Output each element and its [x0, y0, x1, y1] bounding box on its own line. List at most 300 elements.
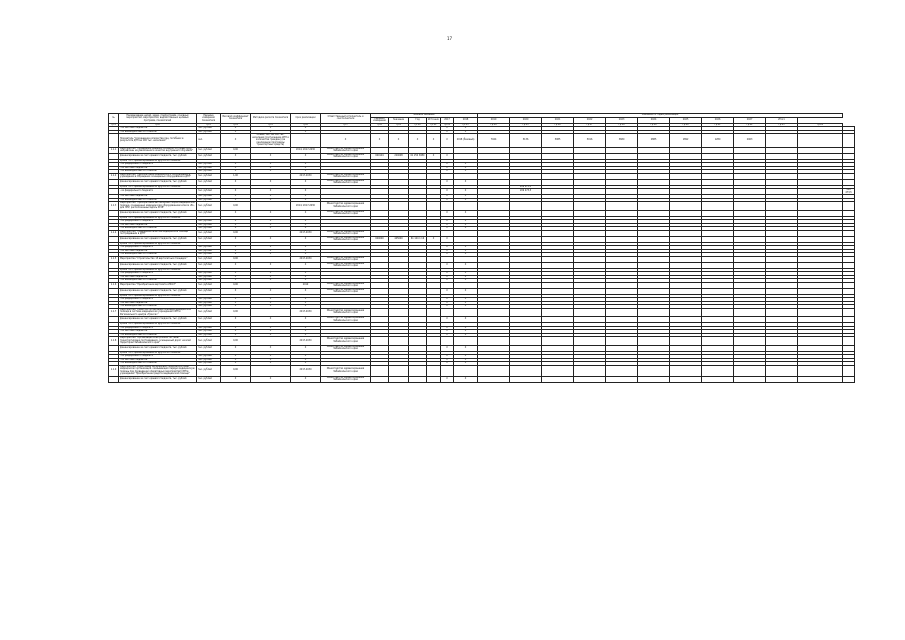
cell-method: X	[251, 272, 291, 276]
cell-method: X	[251, 275, 291, 279]
cell-year-value	[766, 134, 798, 148]
table-row	[109, 202, 855, 211]
cell-period: X	[291, 376, 321, 382]
cell-name: - из внебюджетных источников	[119, 130, 197, 134]
cell-b4	[427, 337, 441, 346]
cell-y2017: X	[441, 298, 454, 302]
cell-year-value	[638, 202, 670, 211]
cell-name: Показатель "Сокращение количества лиц, погибших в результате ДТП на 100 тыс. населения"	[119, 134, 197, 148]
cell-coef: X	[221, 195, 251, 199]
cell-unit: тыс. рублей	[197, 163, 221, 167]
cell-period: X	[291, 170, 321, 174]
cell-y2018: X	[454, 275, 478, 279]
cell-exec: X	[321, 134, 371, 148]
col-year-header: 2024	[638, 117, 670, 123]
cell-unit: тыс. рублей	[197, 170, 221, 174]
cell-name: Мероприятие "Приобретение вертолета АНСАТ"	[119, 282, 197, 288]
cell-name: Мероприятие "Укрепление материально-технической базы медицинских организаций, оказывающих первую медицинскую помощь при проведении оперативных мероприятий СМП в учреждения" Приобретение средств медицинской помощи"	[120, 365, 195, 375]
table-row	[109, 308, 855, 317]
index-cell: гр.3	[197, 123, 221, 127]
cell-year-value	[574, 202, 606, 211]
index-cell: гр.16	[542, 123, 574, 127]
table-row	[109, 376, 855, 382]
cell-method: X	[251, 279, 291, 283]
cell-coef: X	[221, 220, 251, 224]
cell-unit: тыс. рублей	[197, 173, 221, 179]
cell-y2018: X	[454, 166, 478, 170]
cell-method: X	[251, 288, 291, 294]
cell-year-value	[702, 365, 734, 376]
index-cell: гр.15	[510, 123, 542, 127]
cell-coef: X	[221, 358, 251, 362]
cell-name: - из федерального бюджета	[119, 220, 197, 224]
cell-name: Мероприятие "Развитие организации оказания медицинской помощи в системе медицинских учреждений СМП и Регионального центра «Трасса»"	[119, 308, 197, 317]
cell-year-value	[638, 337, 670, 346]
cell-exec: Министерство здравоохранения Забайкальского края	[321, 147, 371, 153]
col-year-header: 2021	[542, 117, 574, 123]
cell-y2018: X	[454, 249, 478, 253]
cell-name: кроме того, финансирование из других источников:	[119, 351, 197, 355]
cell-year-value	[510, 365, 542, 376]
cell-name: - из федерального бюджета	[119, 189, 197, 195]
cell-period: X	[291, 227, 321, 231]
cell-name: - из внебюджетных источников	[119, 305, 197, 309]
cell-y2018: X	[454, 195, 478, 199]
cell-name: кроме того, финансирование из других источников:	[119, 242, 197, 246]
index-cell: гр.10	[409, 123, 427, 127]
cell-coef: X	[221, 301, 251, 305]
cell-name: Мероприятие "Организация электронной системы транспортировки пострадавших, оснащенный дорог на всей территории Забайкальского края"	[119, 337, 197, 346]
cell-y2017: X	[441, 326, 454, 330]
cell-y2017: X	[441, 166, 454, 170]
cell-coef: X	[221, 362, 251, 366]
cell-coef: 0,00	[221, 282, 251, 288]
cell-name: - из местных бюджетов	[119, 249, 197, 253]
cell-method	[251, 365, 291, 376]
cell-unit: тыс. рублей	[197, 376, 221, 382]
cell-name: - из внебюджетных источников	[119, 227, 197, 231]
cell-coef: X	[221, 210, 251, 216]
cell-y2018: X	[454, 163, 478, 167]
cell-unit: тыс. рублей	[197, 202, 221, 211]
cell-name: - из местных бюджетов	[119, 330, 197, 334]
cell-name: кроме того, финансирование из других источников:	[119, 294, 197, 298]
cell-method	[251, 308, 291, 317]
index-cell: гр.12	[441, 123, 454, 127]
cell-y2018	[454, 365, 478, 376]
cell-total	[843, 376, 855, 382]
cell-y2017: X	[441, 210, 454, 216]
cell-name: - из внебюджетных источников	[119, 362, 197, 366]
cell-name: - из федерального бюджета	[119, 272, 197, 276]
col-year-header: 2017	[441, 117, 454, 123]
cell-period: X	[291, 305, 321, 309]
col-year-header: 2019	[478, 117, 510, 123]
cell-year-value: 2885	[638, 134, 670, 148]
index-cell: гр.4	[221, 123, 251, 127]
cell-exec: Министерство здравоохранения Забайкальского края	[321, 365, 371, 376]
cell-y2018: X	[454, 362, 478, 366]
index-cell: гр.14	[478, 123, 510, 127]
cell-year-value	[574, 365, 606, 376]
cell-y2017: X	[441, 163, 454, 167]
cell-year-value	[574, 308, 606, 317]
cell-y2018: X	[454, 272, 478, 276]
cell-unit: тыс. рублей	[197, 326, 221, 330]
cell-y2018: X	[454, 262, 478, 268]
cell-unit: тыс. рублей	[197, 345, 221, 351]
cell-name: - из местных бюджетов	[119, 127, 197, 131]
cell-year-value	[510, 308, 542, 317]
cell-period: 2017-2030	[291, 365, 321, 376]
cell-b4	[427, 308, 441, 317]
cell-year-value	[638, 376, 670, 382]
cell-year-value	[670, 202, 702, 211]
cell-year-value	[606, 202, 638, 211]
cell-coef: X	[221, 279, 251, 283]
col-method-header: Методика расчета показателя	[251, 114, 291, 124]
cell-unit: тыс. рублей	[197, 189, 221, 195]
cell-unit: тыс. рублей	[197, 275, 221, 279]
cell-year-value	[510, 337, 542, 346]
cell-period: 2017-2030	[291, 173, 321, 179]
cell-total	[843, 134, 855, 148]
cell-period: 2017-2030	[291, 308, 321, 317]
cell-unit: тыс. рублей	[197, 166, 221, 170]
cell-name: - из федерального бюджета	[119, 163, 197, 167]
cell-method: X	[251, 253, 291, 257]
cell-year-value	[734, 337, 766, 346]
cell-method: X	[251, 220, 291, 224]
cell-y2017: X	[441, 345, 454, 351]
cell-coef: X	[221, 198, 251, 202]
cell-period: X	[291, 220, 321, 224]
cell-name: - из местных бюджетов	[119, 223, 197, 227]
cell-method: X	[251, 362, 291, 366]
cell-unit: тыс. рублей	[197, 330, 221, 334]
cell-year-value	[670, 365, 702, 376]
cell-unit: тыс. рублей	[197, 249, 221, 253]
index-cell: гр.8	[371, 123, 389, 127]
table-row	[109, 134, 855, 148]
col-year-header: 2023	[606, 117, 638, 123]
cell-b1	[371, 308, 389, 317]
cell-coef: X	[221, 170, 251, 174]
cell-name: кроме того, финансирование из других источников:	[119, 268, 197, 272]
cell-coef: X	[221, 130, 251, 134]
cell-year-value	[734, 376, 766, 382]
cell-name: финансирование за счет краевого бюджета, тыс. рублей	[119, 376, 197, 382]
cell-coef: X	[221, 179, 251, 185]
cell-y2017: X	[441, 275, 454, 279]
cell-exec: Министерство здравоохранения Забайкальского края	[321, 376, 371, 382]
cell-method: Объем, чел. на 100 тыс. населения (соотношение ДТП и количества граждан) (на реализацию программы транспортных средств)	[252, 133, 289, 146]
cell-unit: тыс. рублей	[197, 337, 221, 346]
cell-period: X	[291, 275, 321, 279]
cell-b3	[409, 337, 427, 346]
cell-y2017: X	[441, 288, 454, 294]
cell-y2018: X	[454, 330, 478, 334]
cell-unit: тыс. рублей	[197, 195, 221, 199]
index-cell: гр.5	[251, 123, 291, 127]
cell-y2017: X	[441, 317, 454, 323]
cell-period: 2017-2030	[291, 256, 321, 262]
cell-year-value	[606, 337, 638, 346]
cell-y2018: X	[454, 376, 478, 382]
cell-year-value	[798, 337, 843, 346]
cell-method: X	[251, 236, 291, 242]
cell-period: X	[291, 330, 321, 334]
cell-coef: X	[221, 272, 251, 276]
cell-year-value	[766, 376, 798, 382]
table-row	[109, 365, 855, 376]
cell-period: X	[291, 355, 321, 359]
cell-b1	[371, 337, 389, 346]
cell-year-value	[606, 376, 638, 382]
cell-year-value	[798, 134, 843, 148]
cell-y2018: X	[454, 317, 478, 323]
col-years-group-header: Значения по годам реализации	[478, 114, 843, 118]
cell-period: X	[291, 262, 321, 268]
cell-year-value	[478, 365, 510, 376]
cell-y2018: 2018 (базовый)	[454, 134, 478, 148]
cell-coef: 0,00	[221, 202, 251, 211]
cell-method: X	[251, 163, 291, 167]
cell-y2017: X	[441, 220, 454, 224]
col-year-header: 2026	[702, 117, 734, 123]
cell-period: X	[291, 179, 321, 185]
cell-y2018: X	[454, 326, 478, 330]
cell-b3	[409, 376, 427, 382]
cell-coef: 0,00	[221, 308, 251, 317]
cell-unit: тыс. рублей	[197, 153, 221, 159]
cell-method: X	[251, 330, 291, 334]
cell-period: 2014; 2017-2030	[291, 202, 321, 211]
index-cell: гр.24	[798, 123, 843, 127]
cell-y2017: X	[441, 223, 454, 227]
cell-y2018: X	[454, 279, 478, 283]
cell-name: Мероприятие "Строительство 15 вертолетных площадок"	[119, 256, 197, 262]
col-year-header: 2018	[454, 117, 478, 123]
cell-period: X	[291, 246, 321, 250]
cell-year-value	[638, 308, 670, 317]
cell-period: X	[291, 345, 321, 351]
cell-year-value	[766, 337, 798, 346]
cell-year-value	[510, 202, 542, 211]
cell-b4: X	[427, 134, 441, 148]
cell-y2017: X	[441, 279, 454, 283]
cell-y2018: X	[454, 355, 478, 359]
cell-year-value	[574, 337, 606, 346]
cell-name: - из внебюджетных источников	[119, 170, 197, 174]
cell-year-value	[638, 365, 670, 376]
cell-num: 1.1.7	[109, 308, 119, 317]
cell-year-value: 5016	[574, 134, 606, 148]
cell-b2	[389, 337, 409, 346]
cell-y2017: X	[441, 272, 454, 276]
cell-coef: X	[221, 253, 251, 257]
cell-year-value	[606, 365, 638, 376]
cell-unit: тыс. рублей	[197, 230, 221, 236]
cell-year-value: 7944	[478, 134, 510, 148]
cell-unit: тыс. рублей	[197, 308, 221, 317]
cell-b4: X	[427, 153, 441, 159]
cell-b1	[371, 202, 389, 211]
cell-y2018: X	[454, 288, 478, 294]
col-coef-header: Весовой коэффициент показателя	[221, 114, 251, 124]
cell-coef: 0,00	[221, 337, 251, 346]
index-cell: гр.6	[291, 123, 321, 127]
col-unit-header: Единица измерения показателя	[197, 114, 221, 124]
cell-unit: тыс. рублей	[197, 298, 221, 302]
index-cell: гр.2	[119, 123, 197, 127]
cell-y2018: X	[454, 358, 478, 362]
cell-y2017	[441, 308, 454, 317]
cell-y2018: X	[454, 189, 478, 195]
cell-period: X	[291, 223, 321, 227]
cell-name: - из федерального бюджета	[119, 355, 197, 359]
cell-year-value	[702, 202, 734, 211]
cell-year-value	[574, 376, 606, 382]
cell-b3: 61 250 3080	[409, 153, 427, 159]
col-base-group-header: Базовое значение	[371, 114, 478, 118]
cell-unit: тыс. рублей	[197, 223, 221, 227]
cell-unit: тыс. рублей	[197, 227, 221, 231]
cell-coef: X	[221, 355, 251, 359]
cell-y2018	[454, 308, 478, 317]
col-base-sub-header: Год	[409, 117, 427, 123]
cell-name: Мероприятие "Приобретение медицинского оборудования в учреждения в Обращения оснащенных оборудования в ДТП"	[119, 173, 197, 179]
cell-name: финансирование за счет краевого бюджета, тыс. рублей	[119, 179, 197, 185]
cell-period: X	[291, 326, 321, 330]
cell-name: кроме того, финансирование из других источников:	[119, 159, 197, 163]
cell-name: - из местных бюджетов	[119, 301, 197, 305]
cell-b4	[427, 365, 441, 376]
cell-year-value: 3680	[606, 134, 638, 148]
cell-method: X	[251, 262, 291, 268]
cell-period: X	[291, 153, 321, 159]
cell-name: Мероприятие "Проведение решения основной, которые будут направлены на увеличение и качество внутреннего обучения"	[119, 147, 197, 153]
cell-year-value: 5985	[542, 134, 574, 148]
cell-name: - из местных бюджетов	[119, 166, 197, 170]
cell-year-value	[702, 337, 734, 346]
cell-y2017: X	[441, 330, 454, 334]
cell-coef: X	[221, 288, 251, 294]
cell-period: X	[291, 317, 321, 323]
cell-unit: тыс. рублей	[197, 220, 221, 224]
cell-method: X	[251, 333, 291, 337]
cell-method: X	[251, 298, 291, 302]
cell-y2018	[454, 337, 478, 346]
cell-name: кроме того, финансирование из других источников:	[119, 216, 197, 220]
cell-y2017: X	[441, 333, 454, 337]
cell-b2	[389, 308, 409, 317]
cell-name: кроме того, финансирование из других источников:	[119, 323, 197, 327]
cell-year-value	[542, 376, 574, 382]
cell-period: X	[291, 163, 321, 167]
cell-method: X	[251, 170, 291, 174]
cell-b1: X	[371, 134, 389, 148]
cell-name: Мероприятие "Повышение качества медицинской помощи пострадавшим в ДТП"	[119, 230, 197, 236]
cell-exec: Министерство здравоохранения Забайкальского края	[321, 288, 371, 294]
cell-y2018: X	[454, 298, 478, 302]
cell-name: Мероприятие "Приобретение автомобилей скорой медицинской помощи, оснащенных медицинским оборудованием класса «В», для ЛПУ, расположенных вдоль М-58"	[120, 201, 195, 209]
cell-period: 2014; 2017-2030	[291, 147, 321, 153]
index-cell: гр.22	[734, 123, 766, 127]
cell-period: X	[291, 272, 321, 276]
cell-y2017: X	[441, 376, 454, 382]
cell-year-value	[798, 202, 843, 211]
cell-year-value	[766, 365, 798, 376]
cell-name: финансирование за счет краевого бюджета, тыс. рублей	[119, 317, 197, 323]
cell-year-value	[542, 365, 574, 376]
cell-b2	[389, 202, 409, 211]
cell-name: финансирование за счет краевого бюджета, тыс. рублей	[119, 153, 197, 159]
index-cell: гр.1	[109, 123, 119, 127]
cell-coef: X	[221, 330, 251, 334]
cell-year-value	[670, 376, 702, 382]
cell-method: X	[251, 317, 291, 323]
cell-num: 1.1.5	[109, 256, 119, 262]
cell-coef: X	[221, 236, 251, 242]
cell-method: X	[251, 246, 291, 250]
cell-method: X	[251, 127, 291, 131]
cell-method: X	[251, 210, 291, 216]
cell-coef: X	[221, 333, 251, 337]
cell-y2018: X	[454, 198, 478, 202]
cell-y2017: X	[441, 227, 454, 231]
index-cell: гр.17	[574, 123, 606, 127]
cell-b3	[409, 308, 427, 317]
table-body	[109, 123, 855, 382]
cell-method	[251, 202, 291, 211]
index-cell: гр.19	[638, 123, 670, 127]
cell-period: X	[291, 236, 321, 242]
cell-total	[843, 202, 855, 211]
cell-name: - из федерального бюджета	[119, 246, 197, 250]
cell-exec: Министерство здравоохранения Забайкальского края	[321, 256, 371, 262]
cell-y2017: X	[441, 179, 454, 185]
cell-unit: тыс. рублей	[197, 305, 221, 309]
cell-unit: тыс. рублей	[197, 210, 221, 216]
cell-year-value	[734, 365, 766, 376]
cell-coef: X	[221, 376, 251, 382]
cell-num: 1.1.8	[109, 337, 119, 346]
cell-y2018: X	[454, 210, 478, 216]
cell-y2017: X	[441, 130, 454, 134]
cell-year-value	[734, 202, 766, 211]
cell-b2: X	[389, 134, 409, 148]
cell-name: - из федерального бюджета	[119, 298, 197, 302]
index-cell: гр.13	[454, 123, 478, 127]
cell-y2018: X	[454, 301, 478, 305]
cell-y2018: X	[454, 179, 478, 185]
cell-year-value	[510, 376, 542, 382]
cell-total	[843, 337, 855, 346]
cell-exec: Министерство здравоохранения Забайкальского края	[321, 308, 371, 317]
cell-num: 1.1.4	[109, 230, 119, 236]
cell-unit: тыс. рублей	[197, 198, 221, 202]
cell-unit: тыс. рублей	[197, 272, 221, 276]
cell-method: X	[251, 345, 291, 351]
cell-unit: тыс. рублей	[197, 362, 221, 366]
cell-b2: 220008	[389, 153, 409, 159]
cell-year-value	[478, 337, 510, 346]
cell-exec: Министерство здравоохранения Забайкальского края	[321, 230, 371, 236]
cell-b3	[409, 365, 427, 376]
cell-y2017	[441, 365, 454, 376]
cell-unit: тыс. рублей	[197, 301, 221, 305]
